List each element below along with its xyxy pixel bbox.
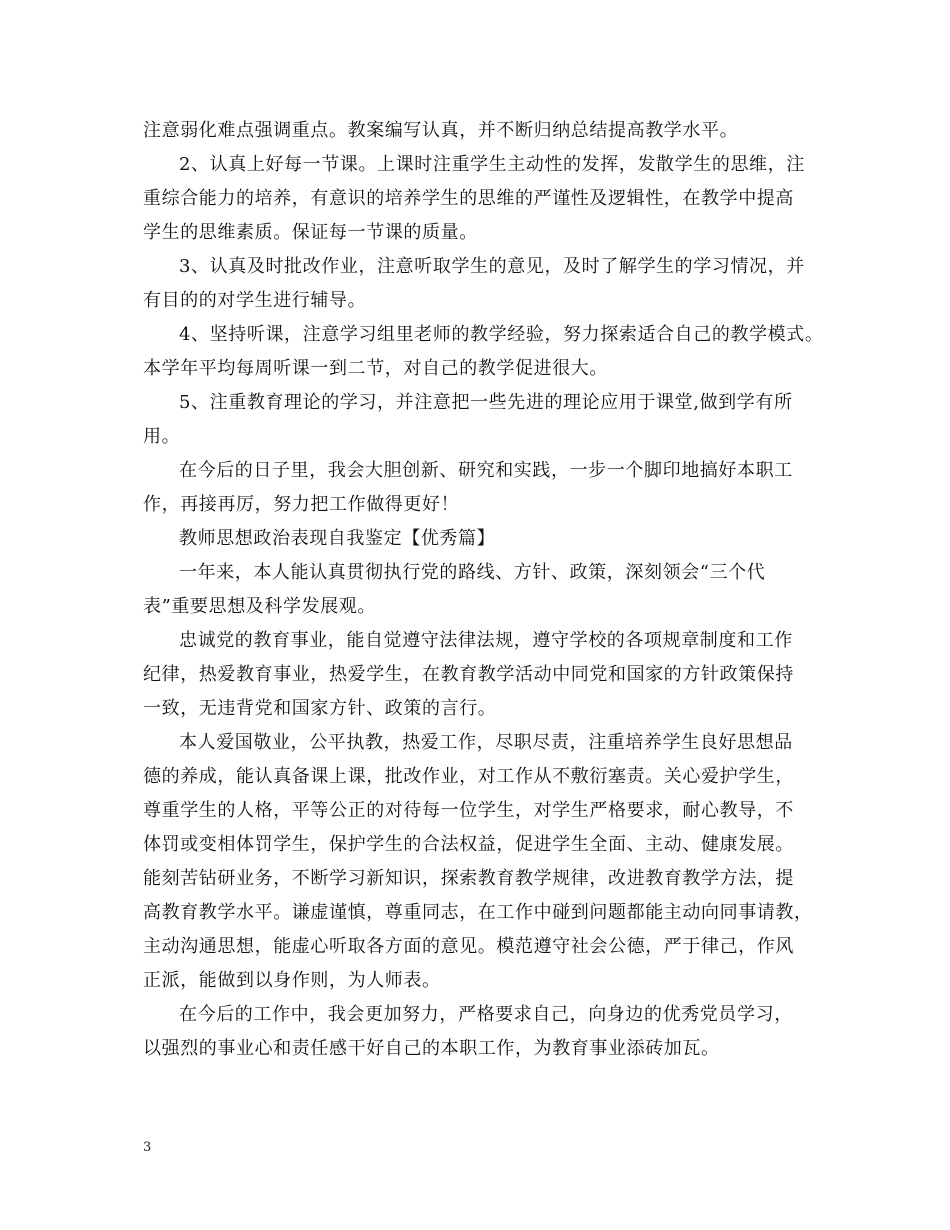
section-heading: 教师思想政治表现自我鉴定【优秀篇】 <box>179 528 496 549</box>
text-line: 在今后的工作中，我会更加努力，严格要求自己，向身边的优秀党员学习， <box>179 1004 793 1025</box>
text-line: 5、注重教育理论的学习，并注意把一些先进的理论应用于课堂,做到学有所 <box>179 392 793 413</box>
text-line: 主动沟通思想，能虚心听取各方面的意见。模范遵守社会公德，严于律己，作风 <box>143 936 794 957</box>
text-line: 尊重学生的人格，平等公正的对待每一位学生，对学生严格要求，耐心教导，不 <box>143 800 794 821</box>
text-line: 2、认真上好每一节课。上课时注重学生主动性的发挥，发散学生的思维，注 <box>179 154 805 175</box>
text-line: 高教育教学水平。谦虚谨慎，尊重同志，在工作中碰到问题都能主动向同事请教， <box>143 902 813 923</box>
text-line: 表”重要思想及科学发展观。 <box>143 596 377 617</box>
text-line: 用。 <box>143 426 181 447</box>
text-line: 德的养成，能认真备课上课，批改作业，对工作从不敷衍塞责。关心爱护学生， <box>143 766 794 787</box>
text-line: 学生的思维素质。保证每一节课的质量。 <box>143 222 478 243</box>
text-line: 体罚或变相体罚学生，保护学生的合法权益，促进学生全面、主动、健康发展。 <box>143 834 794 855</box>
text-line: 本学年平均每周听课一到二节，对自己的教学促进很大。 <box>143 358 608 379</box>
text-line: 纪律，热爱教育事业，热爱学生，在教育教学活动中同党和国家的方针政策保持 <box>143 664 794 685</box>
text-line: 有目的的对学生进行辅导。 <box>143 290 367 311</box>
text-line: 本人爱国敬业，公平执教，热爱工作，尽职尽责，注重培养学生良好思想品 <box>179 732 793 753</box>
text-line: 一致，无违背党和国家方针、政策的言行。 <box>143 698 497 719</box>
text-line: 忠诚党的教育事业，能自觉遵守法律法规，遵守学校的各项规章制度和工作 <box>179 630 793 651</box>
text-line: 注意弱化难点强调重点。教案编写认真，并不断归纳总结提高教学水平。 <box>143 120 739 141</box>
text-line: 重综合能力的培养，有意识的培养学生的思维的严谨性及逻辑性，在教学中提高 <box>143 188 794 209</box>
text-line: 正派，能做到以身作则，为人师表。 <box>143 970 441 991</box>
text-line: 以强烈的事业心和责任感干好自己的本职工作，为教育事业添砖加瓦。 <box>143 1038 720 1059</box>
text-line: 在今后的日子里，我会大胆创新、研究和实践，一步一个脚印地搞好本职工 <box>179 460 793 481</box>
text-line: 一年来，本人能认真贯彻执行党的路线、方针、政策，深刻领会“三个代 <box>179 562 766 583</box>
text-line: 能刻苦钻研业务，不断学习新知识，探索教育教学规律，改进教育教学方法，提 <box>143 868 794 889</box>
text-line: 4、坚持听课，注意学习组里老师的教学经验，努力探索适合自己的教学模式。 <box>179 324 824 345</box>
text-line: 作，再接再厉，努力把工作做得更好！ <box>143 494 460 515</box>
text-line: 3、认真及时批改作业，注意听取学生的意见，及时了解学生的学习情况，并 <box>179 256 805 277</box>
page-number: 3 <box>143 1140 152 1155</box>
